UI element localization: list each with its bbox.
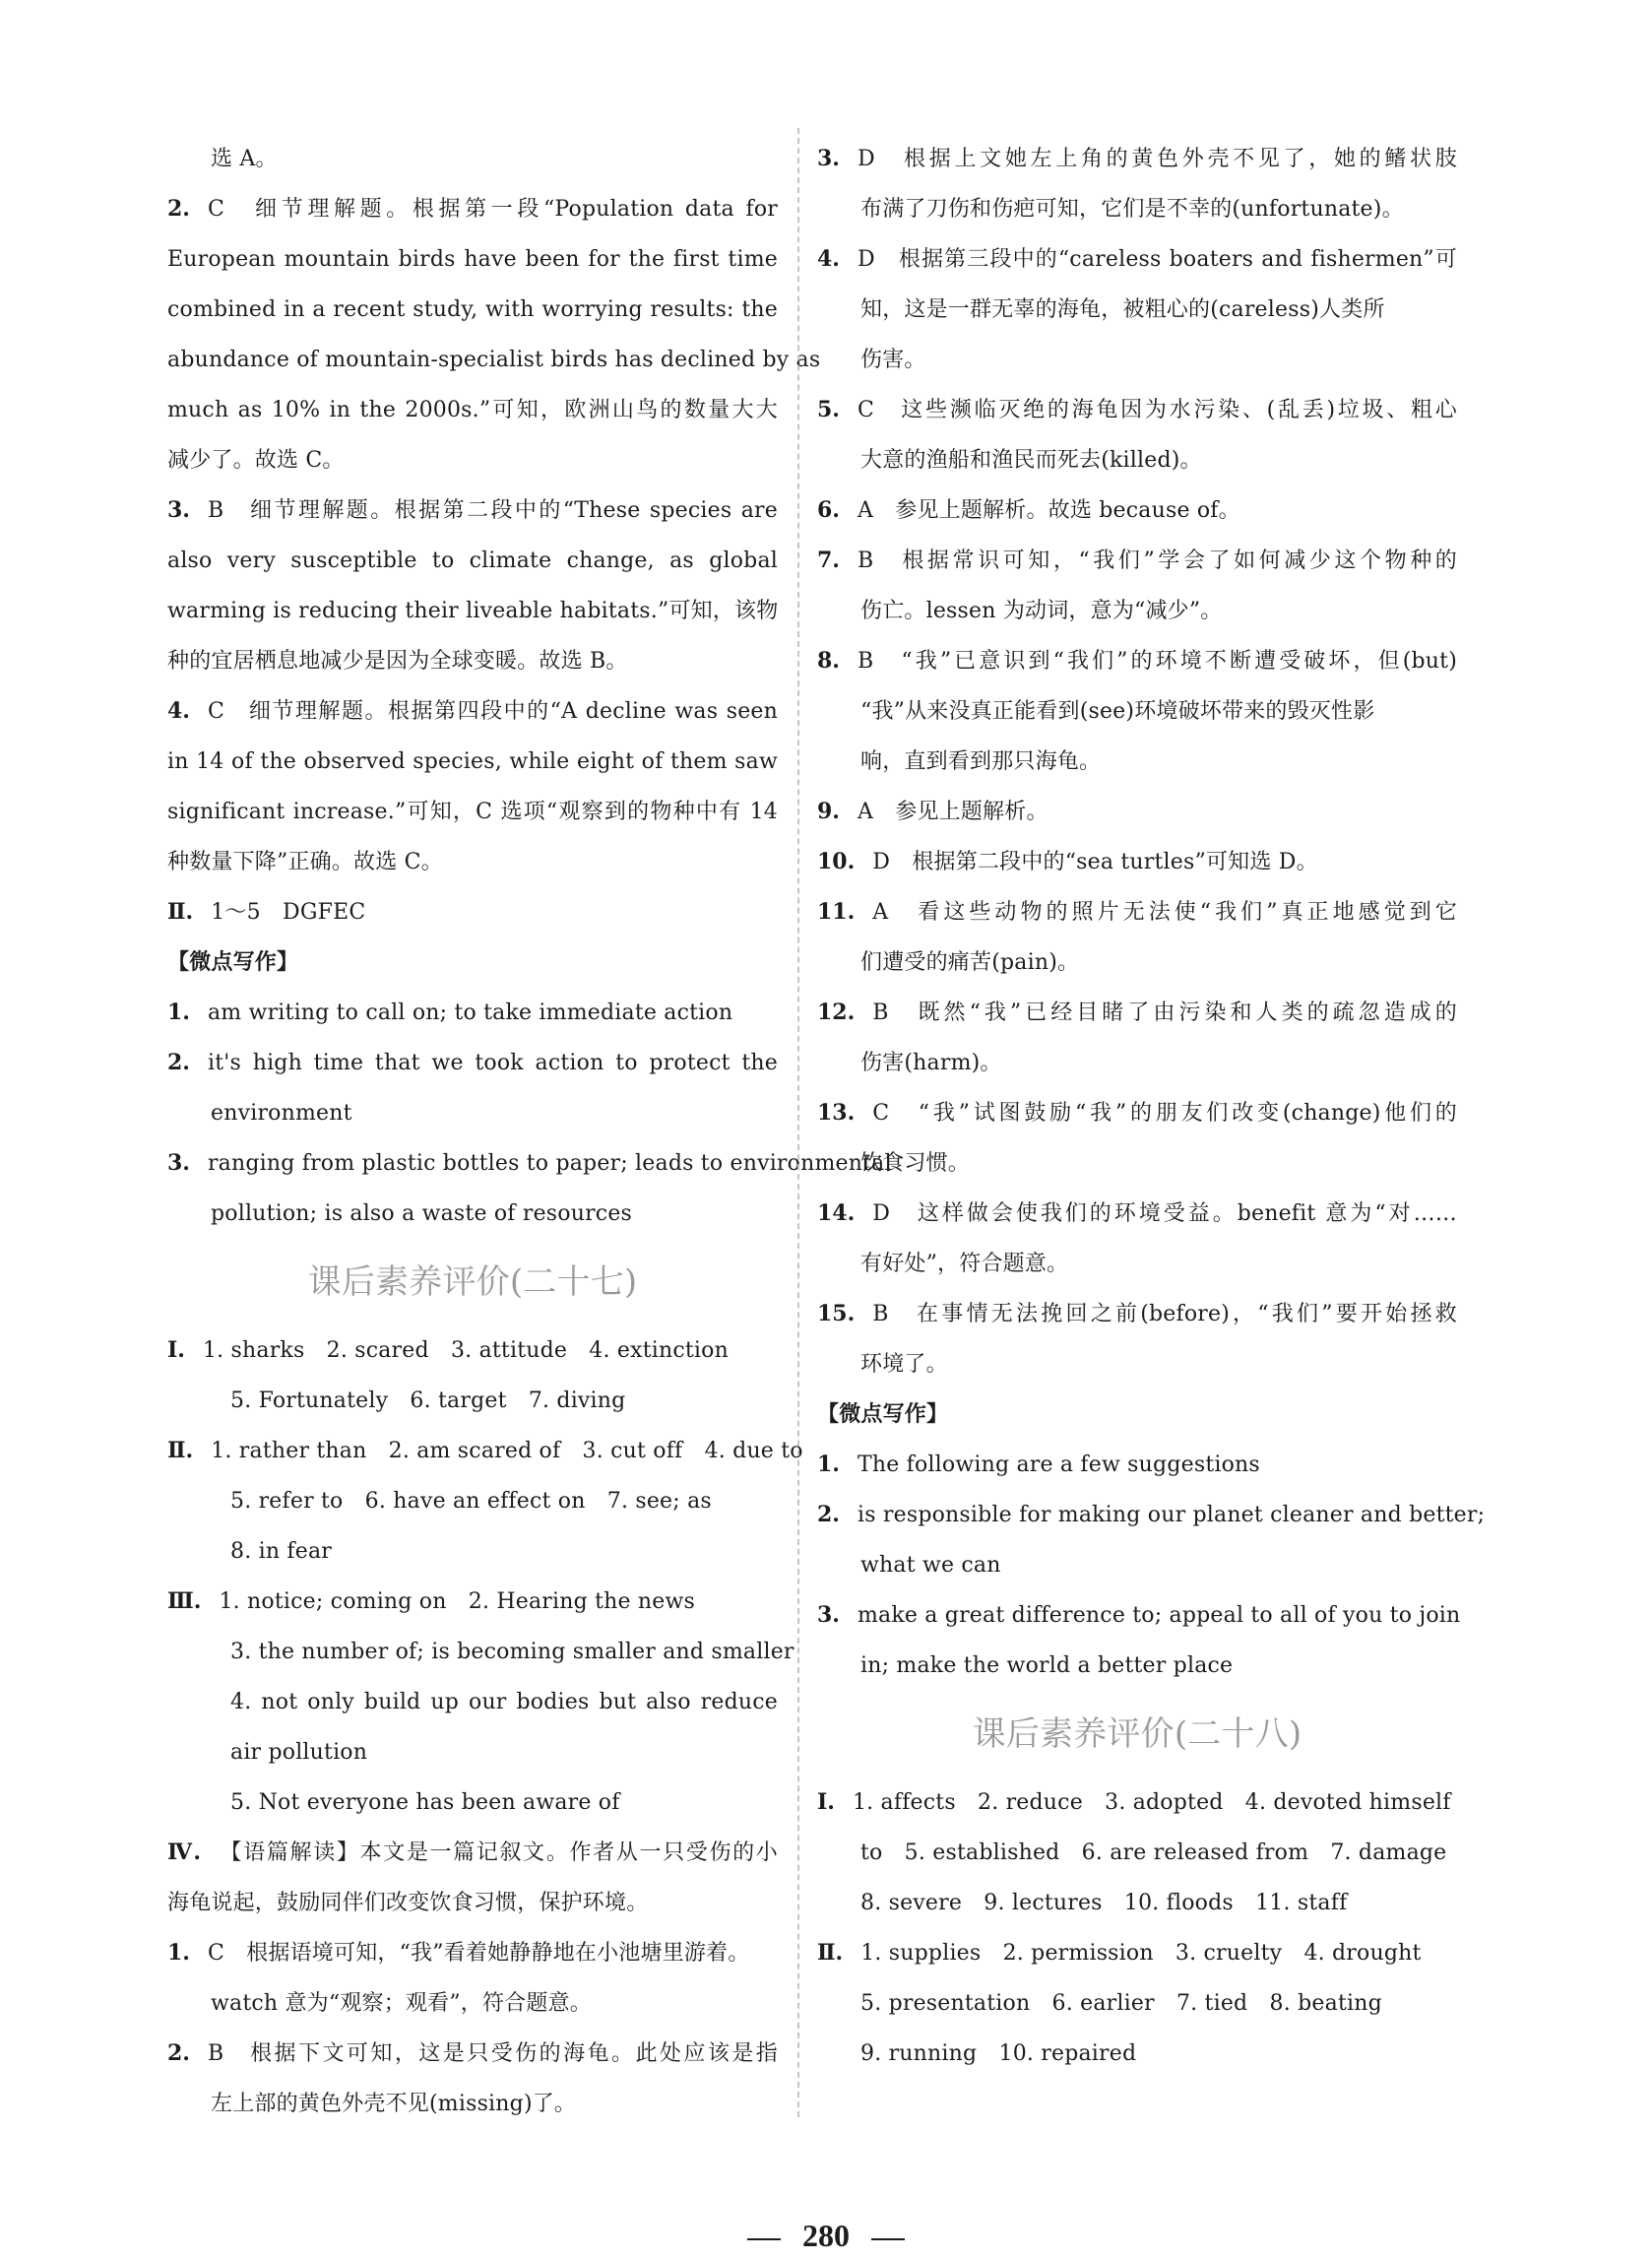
item-number: 3. [167, 497, 190, 523]
answer-line [167, 385, 778, 435]
answer-line [167, 1376, 778, 1426]
line-text: 大意的渔船和渔民而死去(killed)。 [860, 448, 1202, 473]
line-text: combined in a recent study, with worrying results: the [167, 297, 778, 322]
line-text: 1. affects 2. reduce 3. adopted 4. devoted himself [852, 1790, 1451, 1815]
answer-line [817, 1138, 1457, 1189]
answer-line [817, 485, 1457, 536]
answer-line [167, 435, 778, 485]
line-text: significant increase.”可知，C 选项“观察到的物种中有 14 [167, 800, 778, 824]
line-text: in 14 of the observed species, while eight of them saw [167, 749, 778, 774]
answer-line [167, 787, 778, 837]
line-text: 伤害(harm)。 [860, 1051, 1002, 1075]
answer-line [817, 1189, 1457, 1239]
answer-line [167, 1476, 778, 1526]
section-title [167, 1239, 778, 1325]
line-text: 课后素养评价(二十七) [307, 1262, 638, 1302]
answer-line [167, 1677, 778, 1727]
item-number: 5. [817, 397, 840, 422]
answer-line [817, 1038, 1457, 1088]
line-text: C 细节理解题。根据第四段中的“A decline was seen [207, 699, 778, 724]
item-number: 3. [167, 1150, 190, 1176]
answer-line [817, 1590, 1461, 1641]
section-heading [167, 937, 778, 988]
line-text: A 看这些动物的照片无法使“我们”真正地感觉到它 [872, 900, 1457, 925]
line-text: warming is reducing their liveable habitats.”可知，该物 [167, 599, 779, 623]
answer-line [167, 134, 778, 184]
answer-line [817, 285, 1457, 335]
item-number: 14. [817, 1200, 856, 1226]
answer-line [817, 1978, 1457, 2029]
line-text: 3. the number of; is becoming smaller and smaller [230, 1640, 794, 1664]
answer-line [817, 1440, 1457, 1490]
answer-line [817, 1777, 1457, 1828]
line-text: to 5. established 6. are released from 7. damage [860, 1840, 1447, 1865]
item-number: Ⅰ. [167, 1337, 185, 1363]
answer-line [167, 2029, 778, 2079]
item-number: 2. [817, 1502, 840, 1527]
answer-line [817, 937, 1457, 988]
answer-line [167, 1928, 778, 1978]
item-number: 6. [817, 497, 840, 523]
right-column [817, 134, 1486, 2079]
answer-line [817, 837, 1457, 887]
answer-line [817, 2029, 1457, 2079]
item-number: 3. [817, 146, 840, 171]
line-text: 8. severe 9. lectures 10. floods 11. staff [860, 1891, 1348, 1915]
column-divider [797, 128, 799, 2117]
item-number: 1. [167, 1940, 190, 1966]
item-number: Ⅳ. [167, 1840, 202, 1865]
answer-line [817, 1088, 1457, 1138]
line-text: C “我”试图鼓励“我”的朋友们改变(change)他们的 [872, 1101, 1457, 1126]
line-text: it's high time that we took action to protect the [207, 1051, 778, 1075]
line-text: D 这样做会使我们的环境受益。benefit 意为“对…… [872, 1201, 1457, 1226]
line-text: B 细节理解题。根据第二段中的“These species are [207, 498, 778, 523]
item-number: 2. [167, 2040, 190, 2066]
line-text: abundance of mountain-specialist birds has declined by as [167, 348, 821, 372]
answer-line [817, 1878, 1457, 1928]
line-text: 伤亡。lessen 为动词，意为“减少”。 [860, 599, 1223, 623]
line-text: 1. supplies 2. permission 3. cruelty 4. drought [860, 1941, 1422, 1966]
answer-line [817, 385, 1457, 435]
line-text: C 这些濒临灭绝的海龟因为水污染、(乱丢)垃圾、粗心 [857, 398, 1457, 422]
answer-line [167, 2079, 778, 2129]
answer-line [167, 1138, 892, 1189]
answer-line [167, 1878, 778, 1928]
answer-line [817, 1540, 1457, 1590]
line-text: 有好处”，符合题意。 [860, 1252, 1069, 1276]
line-text: make a great difference to; appeal to all of you to join [857, 1603, 1461, 1628]
line-text: 环境了。 [860, 1352, 948, 1377]
line-text: B 根据下文可知，这是只受伤的海龟。此处应该是指 [207, 2041, 778, 2066]
answer-line [167, 1577, 778, 1627]
answer-line [167, 686, 778, 737]
line-text: 1. rather than 2. am scared of 3. cut off 4. due to [211, 1439, 803, 1463]
item-number: 9. [817, 799, 840, 824]
line-text: 1. sharks 2. scared 3. attitude 4. extinction [202, 1338, 729, 1363]
answer-line [817, 1828, 1457, 1878]
line-text: am writing to call on; to take immediate action [207, 1001, 733, 1025]
line-text: 种的宜居栖息地减少是因为全球变暖。故选 B。 [167, 649, 628, 674]
answer-line [167, 1325, 778, 1376]
line-text: watch 意为“观察；观看”，符合题意。 [211, 1991, 592, 2016]
item-number: Ⅱ. [817, 1940, 844, 1966]
answer-line [167, 285, 778, 335]
item-number: 4. [167, 698, 190, 724]
answer-line [817, 1289, 1457, 1339]
line-text: 1. notice; coming on 2. Hearing the news [219, 1589, 696, 1614]
line-text: European mountain birds have been for the first time [167, 247, 778, 272]
answer-line [167, 1777, 778, 1828]
item-number: 3. [817, 1602, 840, 1628]
item-number: 13. [817, 1100, 856, 1126]
answer-line [167, 1627, 794, 1677]
line-text: much as 10% in the 2000s.”可知，欧洲山鸟的数量大大 [167, 398, 778, 422]
line-text: “我”从来没真正能看到(see)环境破坏带来的毁灭性影 [860, 699, 1375, 724]
answer-line [167, 837, 778, 887]
page-number: 280 [802, 2218, 850, 2253]
item-number: 2. [167, 1050, 190, 1075]
answer-line [167, 1828, 778, 1878]
answer-line [817, 435, 1457, 485]
answer-line [167, 536, 778, 586]
line-text: 5. refer to 6. have an effect on 7. see; as [230, 1489, 712, 1514]
line-text: 【微点写作】 [817, 1401, 949, 1427]
answer-line [817, 1490, 1486, 1540]
line-text: 知，这是一群无辜的海龟，被粗心的(careless)人类所 [860, 297, 1385, 322]
answer-line [817, 1239, 1457, 1289]
answer-line [817, 536, 1457, 586]
answer-line [167, 335, 821, 385]
item-number: 2. [167, 196, 190, 222]
line-text: D 根据第三段中的“careless boaters and fishermen”可 [857, 247, 1457, 272]
line-text: 4. not only build up our bodies but also reduce [230, 1690, 778, 1714]
answer-line [817, 134, 1457, 184]
answer-line [167, 1978, 778, 2029]
line-text: also very susceptible to climate change, as global [167, 549, 778, 573]
answer-line [167, 485, 778, 536]
answer-line [167, 1038, 778, 1088]
line-text: 饮食习惯。 [860, 1151, 971, 1176]
line-text: 布满了刀伤和伤疤可知，它们是不幸的(unfortunate)。 [860, 197, 1404, 222]
line-text: 种数量下降”正确。故选 C。 [167, 850, 443, 874]
item-number: 12. [817, 1000, 856, 1025]
line-text: 减少了。故选 C。 [167, 448, 345, 473]
line-text: what we can [860, 1553, 1001, 1578]
line-text: 5. presentation 6. earlier 7. tied 8. beating [860, 1991, 1382, 2016]
line-text: B 既然“我”已经目睹了由污染和人类的疏忽造成的 [872, 1001, 1457, 1025]
answer-line [167, 1189, 778, 1239]
line-text: environment [211, 1101, 352, 1126]
answer-line [817, 1339, 1457, 1389]
answer-line [167, 184, 778, 234]
answer-line [817, 184, 1457, 234]
line-text: D 根据第二段中的“sea turtles”可知选 D。 [872, 850, 1318, 874]
answer-line [167, 636, 778, 686]
item-number: Ⅱ. [167, 899, 194, 925]
item-number: 7. [817, 548, 840, 573]
answer-line [817, 234, 1457, 285]
item-number: 10. [817, 849, 856, 874]
answer-line [817, 1641, 1457, 1691]
line-text: 8. in fear [230, 1539, 332, 1564]
line-text: is responsible for making our planet cleaner and better; [857, 1503, 1486, 1527]
item-number: Ⅲ. [167, 1588, 202, 1614]
line-text: C 根据语境可知，“我”看着她静静地在小池塘里游着。 [207, 1941, 750, 1966]
line-text: 伤害。 [860, 348, 926, 372]
answer-line [817, 686, 1457, 737]
answer-line [817, 1928, 1457, 1978]
line-text: 们遭受的痛苦(pain)。 [860, 950, 1080, 975]
section-title [817, 1691, 1457, 1777]
answer-line [817, 737, 1457, 787]
item-number: Ⅱ. [167, 1438, 194, 1463]
line-text: 左上部的黄色外壳不见(missing)了。 [211, 2092, 577, 2116]
item-number: 1. [817, 1452, 840, 1477]
answer-line [817, 887, 1457, 937]
item-number: 4. [817, 246, 840, 272]
line-text: B 根据常识可知，“我们”学会了如何减少这个物种的 [857, 549, 1457, 573]
line-text: 响，直到看到那只海龟。 [860, 749, 1102, 774]
answer-line [817, 335, 1457, 385]
answer-line [167, 234, 778, 285]
line-text: 9. running 10. repaired [860, 2041, 1137, 2066]
answer-line [817, 586, 1457, 636]
line-text: The following are a few suggestions [857, 1453, 1260, 1477]
answer-line [167, 737, 778, 787]
line-text: 1～5 DGFEC [211, 900, 366, 925]
line-text: 选 A。 [211, 147, 278, 171]
answer-line [167, 988, 778, 1038]
line-text: A 参见上题解析。故选 because of。 [857, 498, 1240, 523]
footer-dash-right [871, 2238, 905, 2240]
line-text: in; make the world a better place [860, 1653, 1234, 1678]
line-text: pollution; is also a waste of resources [211, 1201, 633, 1226]
line-text: 课后素养评价(二十八) [972, 1714, 1303, 1754]
answer-line [817, 787, 1457, 837]
answer-line [167, 1526, 778, 1577]
line-text: D 根据上文她左上角的黄色外壳不见了，她的鳍状肢 [857, 147, 1457, 171]
answer-line [167, 1088, 778, 1138]
answer-line [167, 1426, 803, 1476]
line-text: A 参见上题解析。 [857, 800, 1048, 824]
line-text: 【语篇解读】本文是一篇记叙文。作者从一只受伤的小 [219, 1840, 778, 1865]
answer-line [167, 586, 778, 636]
item-number: 11. [817, 899, 856, 925]
answer-line [817, 636, 1457, 686]
line-text: 5. Not everyone has been aware of [230, 1790, 620, 1815]
line-text: 【微点写作】 [167, 949, 299, 975]
line-text: 海龟说起，鼓励同伴们改变饮食习惯，保护环境。 [167, 1891, 649, 1915]
section-heading [817, 1389, 1457, 1440]
footer-dash-left [747, 2238, 781, 2240]
line-text: 5. Fortunately 6. target 7. diving [230, 1388, 626, 1413]
page-footer [0, 2218, 1652, 2254]
item-number: Ⅰ. [817, 1789, 835, 1815]
answer-line [167, 887, 778, 937]
answer-line [817, 988, 1457, 1038]
item-number: 1. [167, 1000, 190, 1025]
line-text: B “我”已意识到“我们”的环境不断遭受破坏，但(but) [857, 649, 1457, 674]
line-text: ranging from plastic bottles to paper; leads to environmental [207, 1151, 892, 1176]
item-number: 15. [817, 1301, 856, 1326]
answer-line [167, 1727, 778, 1777]
line-text: B 在事情无法挽回之前(before)，“我们”要开始拯救 [872, 1302, 1457, 1326]
item-number: 8. [817, 648, 840, 674]
line-text: C 细节理解题。根据第一段“Population data for [207, 197, 778, 222]
line-text: air pollution [230, 1740, 368, 1765]
